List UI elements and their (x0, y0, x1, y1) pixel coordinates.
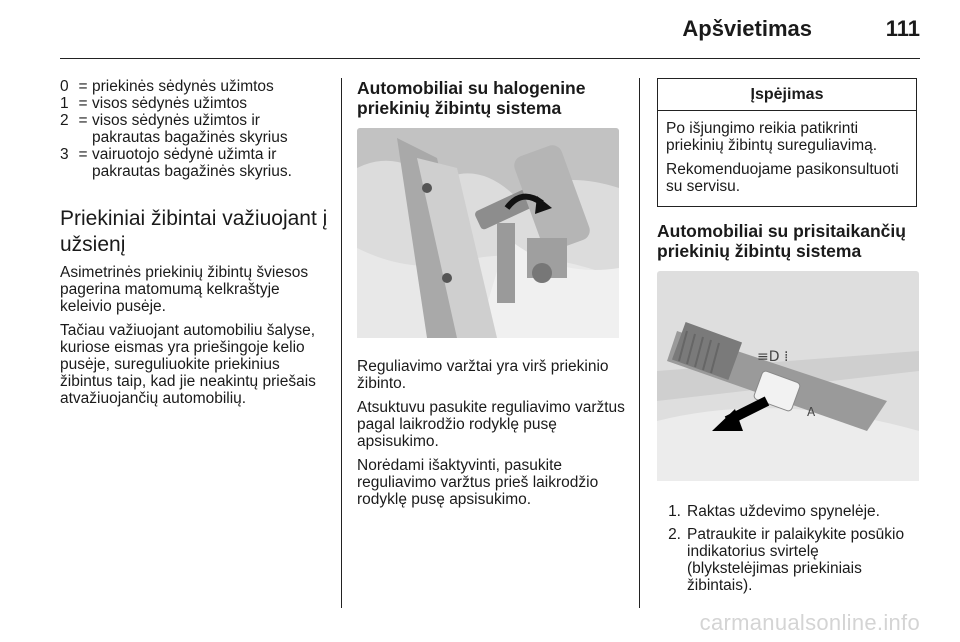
paragraph: Norėdami išaktyvinti, pasukite reguliavimo varžtus prieš laikrodžio rodyklę pusę apsisukimo. (357, 457, 599, 508)
svg-text:≡D ⁞: ≡D ⁞ (757, 349, 789, 365)
list-item: 1. Raktas uždevimo spynelėje. (668, 503, 880, 520)
header-rule (60, 58, 920, 59)
column-2 (357, 78, 627, 515)
mode-list (60, 78, 330, 180)
headlamp-adjust-screw-icon (357, 128, 619, 338)
paragraph: Tačiau važiuojant automobiliu šalyse, kuriose eismas yra priešingoje kelio pusėje, sureguliuokite priekinius žibintus taip, kad jie neakintų priešais atvažiuojančių automobilių. (60, 322, 316, 407)
warning-box (657, 78, 917, 207)
section-heading-adaptive: Automobiliai su prisitaikančių priekinių žibintų sistema (657, 221, 906, 261)
list-item: 1 = visos sėdynės užimtos (60, 95, 248, 112)
column-1 (60, 78, 330, 414)
headlamp-adjust-screw-illustration (357, 128, 619, 342)
paragraph: Atsuktuvu pasukite reguliavimo varžtus pagal laikrodžio rodyklę pusę apsisukimo. (357, 399, 625, 450)
section-heading-halogen: Automobiliai su halogenine priekinių žibintų sistema (357, 78, 586, 118)
warning-body (658, 111, 916, 206)
watermark: carmanualsonline.info (699, 610, 920, 635)
svg-text:A: A (807, 405, 816, 419)
steps-list (657, 503, 919, 594)
page-section-title: Apšvietimas (682, 16, 812, 41)
turn-signal-stalk-icon (657, 271, 919, 481)
column-divider-left (341, 78, 342, 608)
warning-title: Įspėjimas (658, 79, 916, 111)
section-heading-foreign-travel: Priekiniai žibintai važiuojant į užsienį (60, 207, 328, 256)
page-number: 111 (885, 16, 920, 41)
warning-paragraph: Rekomenduojame pasikonsultuoti su servisu. (666, 161, 899, 195)
list-item: 2. Patraukite ir palaikykite posūkio indikatorius svirtelę (blykstelėjimas priekiniais žibintais). (668, 526, 905, 594)
warning-paragraph: Po išjungimo reikia patikrinti priekinių žibintų sureguliavimą. (666, 120, 878, 154)
column-3 (657, 78, 919, 600)
list-item: 3 = vairuotojo sėdynė užimta ir pakrautas bagažinės skyrius. (60, 146, 292, 180)
paragraph: Reguliavimo varžtai yra virš priekinio žibinto. (357, 358, 609, 392)
list-item: 2 = visos sėdynės užimtos ir pakrautas bagažinės skyrius (60, 112, 288, 146)
paragraph: Asimetrinės priekinių žibintų šviesos pagerina matomumą kelkraštyje keleivio pusėje. (60, 264, 309, 315)
turn-signal-stalk-illustration (657, 271, 919, 485)
list-item: 0 = priekinės sėdynės užimtos (60, 78, 274, 95)
column-divider-right (639, 78, 640, 608)
